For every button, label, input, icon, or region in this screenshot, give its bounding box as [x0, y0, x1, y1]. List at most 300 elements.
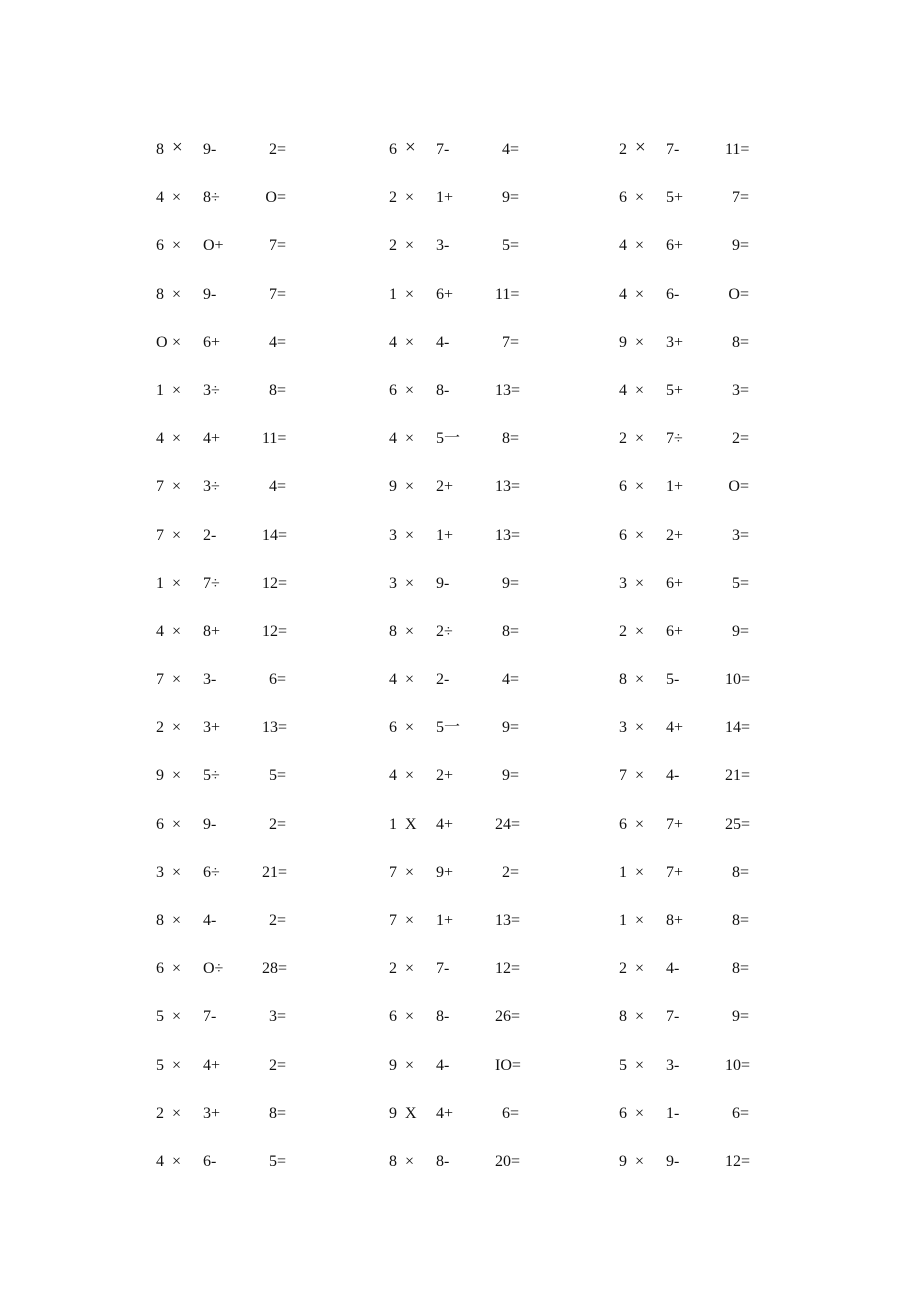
operand-a: 1: [619, 912, 627, 929]
operand-a: 7: [156, 478, 164, 496]
operand-b: 4-: [666, 767, 680, 785]
operand-c: 8=: [731, 960, 749, 978]
multiply-sign: ×: [172, 137, 183, 158]
problem-row: [0, 560, 920, 608]
operand-a: 2: [619, 430, 627, 448]
operand-a: 9: [389, 1104, 397, 1122]
operand-b: 7-: [203, 1008, 217, 1026]
multiply-sign: ×: [172, 1152, 182, 1170]
operand-a: 5: [156, 1056, 164, 1074]
arithmetic-problem: [156, 752, 356, 800]
arithmetic-problem: [389, 319, 589, 367]
operand-a: 5: [619, 1056, 627, 1074]
multiply-sign: ×: [635, 526, 645, 544]
operand-c: 12=: [725, 1152, 751, 1170]
operand-a: 2: [619, 622, 627, 640]
arithmetic-problem: [156, 367, 356, 415]
operand-c: 26=: [495, 1008, 521, 1026]
arithmetic-problem: [619, 704, 819, 752]
operand-b: 2+: [666, 526, 684, 544]
multiply-sign: ×: [172, 526, 182, 544]
operand-b: 4+: [436, 1104, 454, 1122]
arithmetic-problem: [156, 608, 356, 656]
operand-b: 3+: [666, 333, 684, 351]
operand-a: 8: [156, 912, 164, 929]
multiply-sign: ×: [635, 1056, 645, 1074]
operand-b: 3-: [666, 1056, 680, 1074]
operand-c: 3=: [731, 526, 749, 544]
operand-b: 4-: [203, 912, 217, 929]
multiply-sign: ×: [635, 767, 645, 785]
multiply-sign: ×: [635, 1008, 645, 1026]
operand-b: 7÷: [203, 574, 220, 592]
operand-c: 12=: [262, 622, 288, 640]
operand-c: 12=: [262, 574, 288, 592]
operand-b: 4-: [436, 1056, 450, 1074]
multiply-sign: ×: [635, 719, 645, 737]
multiply-sign: ×: [635, 189, 645, 207]
operand-b: 9-: [203, 285, 217, 303]
operand-a: 2: [619, 141, 627, 158]
multiply-sign: ×: [172, 622, 182, 640]
operand-c: 8=: [731, 863, 749, 881]
multiply-sign: ×: [405, 960, 415, 978]
operand-b: 4-: [666, 960, 680, 978]
operand-a: 8: [619, 1008, 627, 1026]
operand-c: 6=: [268, 671, 286, 689]
operand-c: 2=: [268, 1056, 286, 1074]
arithmetic-problem: [156, 704, 356, 752]
problem-row: [0, 993, 920, 1041]
operand-c: 6=: [501, 1104, 519, 1122]
operand-b: 5-: [666, 671, 680, 689]
operand-b: 1+: [436, 912, 454, 929]
multiply-sign: ×: [635, 622, 645, 640]
operand-c: 28=: [262, 960, 288, 978]
operand-b: 6+: [666, 622, 684, 640]
operand-b: 8+: [666, 912, 684, 929]
multiply-sign: ×: [635, 1152, 645, 1170]
operand-b: 6+: [666, 237, 684, 255]
operand-b: 6+: [203, 333, 221, 351]
operand-c: 21=: [262, 863, 288, 881]
operand-a: 1: [619, 863, 627, 881]
operand-c: 5=: [731, 574, 749, 592]
operand-c: 14=: [725, 719, 751, 737]
problem-row: [0, 752, 920, 800]
operand-a: 4: [619, 285, 627, 303]
operand-a: 6: [156, 815, 164, 833]
arithmetic-problem: [389, 415, 589, 463]
operand-b: 4+: [203, 1056, 221, 1074]
operand-c: 13=: [495, 381, 521, 399]
multiply-sign: ×: [635, 912, 645, 929]
operand-b: 7÷: [666, 430, 683, 448]
operand-a: O: [156, 333, 168, 351]
multiply-sign: ×: [635, 671, 645, 689]
multiply-sign: ×: [172, 333, 182, 351]
multiply-sign: ×: [405, 137, 416, 158]
problem-row: [0, 801, 920, 849]
operand-b: 5一: [436, 719, 461, 737]
operand-c: O=: [265, 189, 286, 207]
multiply-sign: ×: [405, 333, 415, 351]
operand-b: 5÷: [203, 767, 220, 785]
arithmetic-problem: [156, 512, 356, 560]
operand-c: 7=: [731, 189, 749, 207]
operand-a: 6: [389, 381, 397, 399]
operand-a: 2: [156, 1104, 164, 1122]
arithmetic-problem: [389, 897, 589, 945]
operand-a: 8: [156, 141, 164, 158]
operand-b: 7-: [666, 1008, 680, 1026]
multiply-sign: ×: [405, 719, 415, 737]
operand-a: 4: [389, 767, 397, 785]
multiply-sign: ×: [635, 574, 645, 592]
problem-row: [0, 222, 920, 270]
arithmetic-problem: [619, 174, 819, 222]
operand-b: 3+: [203, 1104, 221, 1122]
operand-b: 3-: [436, 237, 450, 255]
multiply-sign: ×: [405, 1008, 415, 1026]
multiply-sign: ×: [405, 863, 415, 881]
operand-a: 9: [619, 1152, 627, 1170]
operand-b: 9-: [436, 574, 450, 592]
operand-a: 7: [389, 863, 397, 881]
operand-c: 8=: [268, 1104, 286, 1122]
operand-a: 6: [619, 478, 627, 496]
arithmetic-problem: [156, 222, 356, 270]
multiply-sign: ×: [405, 430, 415, 448]
multiply-sign: ×: [635, 285, 645, 303]
multiply-sign: ×: [405, 574, 415, 592]
operand-a: 4: [389, 430, 397, 448]
operand-b: 6-: [203, 1152, 217, 1170]
arithmetic-problem: [156, 560, 356, 608]
multiply-sign: ×: [405, 381, 415, 399]
operand-c: 8=: [501, 622, 519, 640]
operand-a: 1: [156, 574, 164, 592]
operand-a: 7: [389, 912, 397, 929]
operand-c: 21=: [725, 767, 751, 785]
operand-a: 3: [619, 574, 627, 592]
operand-b: O÷: [203, 960, 224, 978]
operand-b: O+: [203, 237, 224, 255]
operand-a: 6: [156, 237, 164, 255]
arithmetic-problem: [619, 656, 819, 704]
multiply-sign: ×: [405, 478, 415, 496]
operand-b: 3+: [203, 719, 221, 737]
operand-b: 7+: [666, 815, 684, 833]
multiply-sign: ×: [172, 912, 182, 929]
multiply-sign: ×: [172, 237, 182, 255]
operand-b: 3÷: [203, 381, 220, 399]
operand-a: 6: [619, 1104, 627, 1122]
multiply-sign: ×: [405, 526, 415, 544]
arithmetic-problem: [156, 319, 356, 367]
arithmetic-problem: [389, 1090, 589, 1138]
problem-row: [0, 849, 920, 897]
operand-a: 9: [619, 333, 627, 351]
operand-b: 5+: [666, 381, 684, 399]
arithmetic-problem: [619, 367, 819, 415]
arithmetic-problem: [156, 271, 356, 319]
multiply-sign: ×: [172, 1104, 182, 1122]
operand-c: 8=: [731, 333, 749, 351]
arithmetic-problem: [619, 415, 819, 463]
operand-c: 9=: [501, 767, 519, 785]
arithmetic-problem: [619, 271, 819, 319]
operand-a: 2: [619, 960, 627, 978]
operand-b: 5一: [436, 430, 461, 448]
multiply-sign: ×: [635, 237, 645, 255]
operand-a: 6: [619, 526, 627, 544]
multiply-sign: ×: [405, 1056, 415, 1074]
operand-c: 2=: [501, 863, 519, 881]
multiply-sign: ×: [172, 189, 182, 207]
operand-a: 6: [389, 141, 397, 158]
operand-c: 9=: [731, 622, 749, 640]
operand-a: 3: [389, 526, 397, 544]
operand-c: 7=: [501, 333, 519, 351]
operand-c: IO=: [495, 1056, 521, 1074]
operand-c: 25=: [725, 815, 751, 833]
operand-c: 5=: [268, 767, 286, 785]
problem-row: [0, 1138, 920, 1186]
operand-a: 4: [156, 622, 164, 640]
operand-a: 8: [619, 671, 627, 689]
arithmetic-problem: [156, 463, 356, 511]
multiply-sign: ×: [405, 189, 415, 207]
arithmetic-problem: [619, 801, 819, 849]
multiply-sign: ×: [172, 863, 182, 881]
operand-c: 9=: [501, 719, 519, 737]
operand-c: 3=: [731, 381, 749, 399]
operand-a: 5: [156, 1008, 164, 1026]
arithmetic-problem: [619, 608, 819, 656]
arithmetic-problem: [619, 1138, 819, 1186]
problem-row: [0, 415, 920, 463]
arithmetic-problem: [619, 752, 819, 800]
operand-c: 9=: [501, 574, 519, 592]
multiply-sign: ×: [635, 478, 645, 496]
multiply-sign: ×: [405, 285, 415, 303]
arithmetic-problem: [619, 319, 819, 367]
operand-a: 8: [389, 622, 397, 640]
operand-b: 9+: [436, 863, 454, 881]
operand-a: 4: [619, 237, 627, 255]
multiply-sign: ×: [635, 430, 645, 448]
problem-row: [0, 897, 920, 945]
multiply-sign: ×: [172, 1008, 182, 1026]
operand-c: 14=: [262, 526, 288, 544]
arithmetic-problem: [389, 1042, 589, 1090]
multiply-sign: ×: [405, 237, 415, 255]
arithmetic-problem: [389, 656, 589, 704]
operand-b: 2-: [203, 526, 217, 544]
arithmetic-problem: [156, 993, 356, 1041]
arithmetic-problem: [389, 126, 589, 174]
arithmetic-problem: [619, 993, 819, 1041]
operand-a: 4: [156, 430, 164, 448]
arithmetic-problem: [389, 174, 589, 222]
multiply-sign: ×: [172, 1056, 182, 1074]
arithmetic-problem: [156, 1090, 356, 1138]
arithmetic-problem: [619, 126, 819, 174]
multiply-sign: ×: [172, 381, 182, 399]
arithmetic-problem: [619, 849, 819, 897]
problem-row: [0, 463, 920, 511]
operand-a: 6: [389, 719, 397, 737]
operand-c: 2=: [268, 141, 286, 158]
arithmetic-problem: [619, 1042, 819, 1090]
multiply-sign: ×: [405, 912, 415, 929]
operand-b: 9-: [203, 815, 217, 833]
arithmetic-problem: [389, 560, 589, 608]
operand-c: 13=: [495, 478, 521, 496]
operand-c: 13=: [495, 912, 521, 929]
operand-c: 2=: [268, 815, 286, 833]
operand-a: 1: [156, 381, 164, 399]
multiply-sign: ×: [405, 767, 415, 785]
operand-b: 2÷: [436, 622, 453, 640]
multiply-sign: ×: [172, 478, 182, 496]
operand-c: 9=: [731, 1008, 749, 1026]
arithmetic-problem: [619, 560, 819, 608]
operand-a: 3: [619, 719, 627, 737]
operand-c: 7=: [268, 237, 286, 255]
multiply-sign: ×: [635, 960, 645, 978]
arithmetic-problem: [389, 704, 589, 752]
problem-row: [0, 704, 920, 752]
operand-a: 3: [156, 863, 164, 881]
arithmetic-problem: [389, 945, 589, 993]
operand-a: 9: [389, 1056, 397, 1074]
multiply-sign: ×: [172, 719, 182, 737]
arithmetic-problem: [156, 415, 356, 463]
operand-b: 8-: [436, 1008, 450, 1026]
problem-row: [0, 271, 920, 319]
operand-b: 7-: [436, 141, 450, 158]
arithmetic-problem: [156, 656, 356, 704]
operand-a: 1: [389, 815, 397, 833]
operand-a: 7: [619, 767, 627, 785]
arithmetic-problem: [389, 608, 589, 656]
operand-b: 4-: [436, 333, 450, 351]
operand-b: 3-: [203, 671, 217, 689]
operand-c: 2=: [731, 430, 749, 448]
operand-c: 5=: [268, 1152, 286, 1170]
operand-b: 2+: [436, 478, 454, 496]
multiply-sign: ×: [405, 1152, 415, 1170]
operand-c: 11=: [725, 141, 750, 158]
problem-row: [0, 126, 920, 174]
problem-row: [0, 319, 920, 367]
operand-a: 4: [389, 333, 397, 351]
operand-c: 13=: [262, 719, 288, 737]
operand-c: 7=: [268, 285, 286, 303]
multiply-sign: ×: [635, 137, 646, 158]
operand-b: 6+: [666, 574, 684, 592]
operand-a: 6: [389, 1008, 397, 1026]
operand-a: 6: [156, 960, 164, 978]
operand-b: 5+: [666, 189, 684, 207]
multiply-sign: ×: [172, 767, 182, 785]
multiply-sign: ×: [172, 574, 182, 592]
operand-c: 8=: [501, 430, 519, 448]
operand-a: 6: [619, 189, 627, 207]
operand-c: 4=: [268, 333, 286, 351]
arithmetic-problem: [389, 222, 589, 270]
arithmetic-problem: [619, 1090, 819, 1138]
operand-c: 9=: [731, 237, 749, 255]
problem-row: [0, 656, 920, 704]
problem-row: [0, 367, 920, 415]
operand-a: 2: [389, 237, 397, 255]
operand-b: 8-: [436, 381, 450, 399]
operand-b: 1-: [666, 1104, 680, 1122]
multiply-sign: ×: [172, 960, 182, 978]
multiply-sign: ×: [172, 671, 182, 689]
arithmetic-problem: [156, 801, 356, 849]
operand-a: 4: [156, 1152, 164, 1170]
operand-b: 8÷: [203, 189, 220, 207]
arithmetic-problem: [619, 222, 819, 270]
multiply-sign: ×: [172, 285, 182, 303]
operand-b: 2-: [436, 671, 450, 689]
operand-a: 7: [156, 526, 164, 544]
operand-b: 4+: [203, 430, 221, 448]
operand-a: 2: [156, 719, 164, 737]
operand-b: 7-: [666, 141, 680, 158]
operand-b: 8-: [436, 1152, 450, 1170]
operand-b: 3÷: [203, 478, 220, 496]
problem-row: [0, 1042, 920, 1090]
multiply-sign: ×: [172, 430, 182, 448]
worksheet: [0, 126, 920, 1186]
operand-a: 9: [389, 478, 397, 496]
problem-row: [0, 1090, 920, 1138]
arithmetic-problem: [156, 126, 356, 174]
operand-c: 8=: [731, 912, 749, 929]
operand-b: 9-: [203, 141, 217, 158]
operand-c: 4=: [268, 478, 286, 496]
operand-c: 5=: [501, 237, 519, 255]
operand-b: 9-: [666, 1152, 680, 1170]
operand-c: 13=: [495, 526, 521, 544]
arithmetic-problem: [619, 945, 819, 993]
arithmetic-problem: [156, 1042, 356, 1090]
arithmetic-problem: [156, 174, 356, 222]
arithmetic-problem: [389, 801, 589, 849]
arithmetic-problem: [389, 271, 589, 319]
arithmetic-problem: [156, 849, 356, 897]
operand-a: 8: [156, 285, 164, 303]
operand-c: 9=: [501, 189, 519, 207]
multiply-sign: ×: [635, 333, 645, 351]
operand-c: O=: [728, 478, 749, 496]
arithmetic-problem: [389, 993, 589, 1041]
arithmetic-problem: [156, 945, 356, 993]
arithmetic-problem: [389, 463, 589, 511]
operand-a: 6: [619, 815, 627, 833]
operand-b: 1+: [436, 526, 454, 544]
operand-a: 7: [156, 671, 164, 689]
operand-a: 2: [389, 189, 397, 207]
operand-c: 12=: [495, 960, 521, 978]
operand-c: 2=: [268, 912, 286, 929]
multiply-sign: ×: [635, 1104, 645, 1122]
